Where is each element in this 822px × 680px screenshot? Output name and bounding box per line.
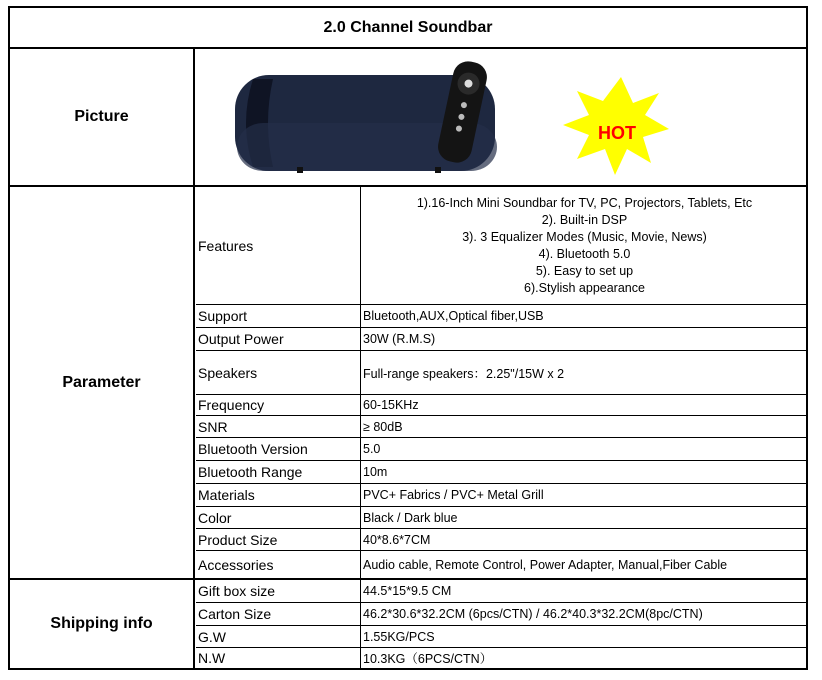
product-picture (197, 49, 806, 185)
feature-item: 1).16-Inch Mini Soundbar for TV, PC, Projectors, Tablets, Etc (416, 195, 753, 210)
param-row-features (196, 187, 806, 305)
shipping-key: Carton Size (196, 603, 361, 625)
param-row (196, 438, 806, 461)
parameter-section (10, 187, 806, 580)
shipping-value: 44.5*15*9.5 CM (363, 584, 452, 598)
param-key: Frequency (196, 395, 361, 415)
param-value: 5.0 (363, 442, 381, 456)
feature-item: 3). 3 Equalizer Modes (Music, Movie, News) (462, 229, 707, 244)
param-value: ≥ 80dB (363, 419, 403, 434)
shipping-value: 10.3KG（6PCS/CTN） (363, 652, 493, 666)
param-row (196, 551, 806, 578)
param-key: Support (196, 305, 361, 327)
param-value: 30W (R.M.S) (363, 332, 436, 346)
feature-item: 6).Stylish appearance (524, 280, 645, 295)
param-row (196, 351, 806, 395)
shipping-key: Gift box size (196, 580, 361, 602)
param-key: Features (196, 187, 361, 304)
param-key: SNR (196, 416, 361, 437)
picture-label: Picture (10, 49, 195, 185)
param-key: Product Size (196, 529, 361, 550)
param-value: Black / Dark blue (363, 510, 458, 525)
parameter-label: Parameter (10, 187, 195, 578)
picture-row (10, 49, 806, 187)
shipping-section (10, 580, 806, 668)
param-row (196, 328, 806, 351)
param-key: Speakers (196, 351, 361, 394)
param-row (196, 305, 806, 328)
param-row (196, 484, 806, 507)
param-row (196, 416, 806, 438)
shipping-value: 1.55KG/PCS (363, 629, 435, 644)
param-value: 10m (363, 465, 388, 479)
param-row (196, 529, 806, 551)
param-row (196, 395, 806, 416)
param-value: Full-range speakers：2.25"/15W x 2 (363, 366, 565, 381)
spec-sheet (8, 6, 808, 670)
param-key: Materials (196, 484, 361, 506)
param-row (196, 461, 806, 484)
param-value: Audio cable, Remote Control, Power Adapter, Manual,Fiber Cable (363, 557, 728, 572)
shipping-row (196, 648, 806, 668)
param-key: Bluetooth Range (196, 461, 361, 483)
param-value: 60-15KHz (363, 398, 419, 412)
soundbar-image (197, 49, 808, 185)
param-key: Color (196, 507, 361, 528)
param-value: Bluetooth,AUX,Optical fiber,USB (363, 309, 544, 323)
shipping-row (196, 580, 806, 603)
param-row (196, 507, 806, 529)
shipping-row (196, 603, 806, 626)
param-key: Accessories (196, 551, 361, 578)
hot-badge (563, 77, 669, 175)
features-list (361, 187, 806, 304)
param-key: Output Power (196, 328, 361, 350)
feature-item: 4). Bluetooth 5.0 (538, 246, 631, 261)
feature-item: 2). Built-in DSP (541, 212, 628, 227)
shipping-label: Shipping info (10, 580, 195, 668)
param-value: PVC+ Fabrics / PVC+ Metal Grill (363, 488, 544, 502)
param-key: Bluetooth Version (196, 438, 361, 460)
shipping-key: G.W (196, 626, 361, 647)
product-title: 2.0 Channel Soundbar (10, 8, 806, 49)
param-value: 40*8.6*7CM (363, 532, 431, 547)
feature-item: 5). Easy to set up (535, 263, 634, 278)
svg-text:HOT: HOT (598, 123, 636, 143)
shipping-value: 46.2*30.6*32.2CM (6pcs/CTN) / 46.2*40.3*32.2CM(8pc/CTN) (363, 607, 703, 621)
shipping-key: N.W (196, 648, 361, 668)
shipping-row (196, 626, 806, 648)
